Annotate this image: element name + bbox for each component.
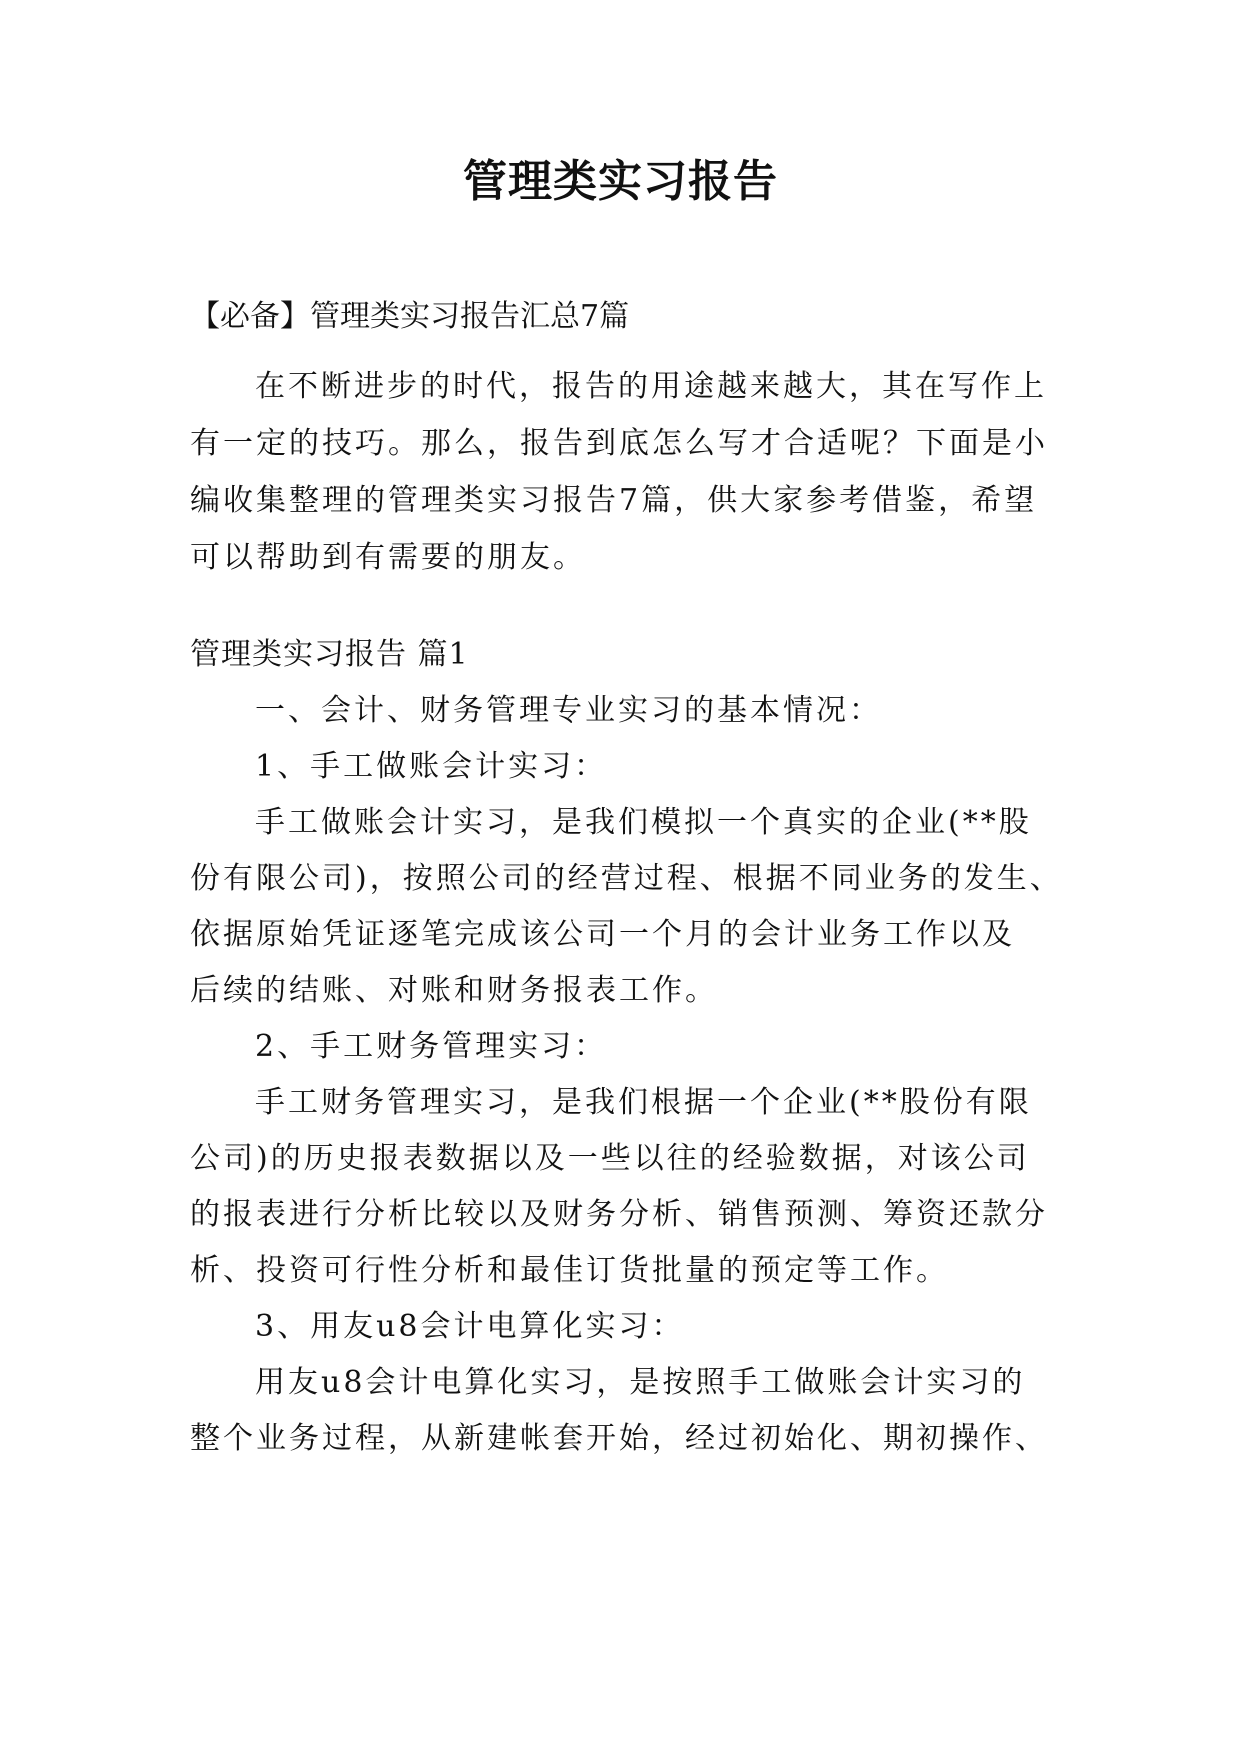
intro-line: 有一定的技巧。那么，报告到底怎么写才合适呢？下面是小: [190, 426, 1048, 461]
body-line: 2、手工财务管理实习：: [255, 1029, 608, 1064]
body-line: 的报表进行分析比较以及财务分析、销售预测、筹资还款分: [190, 1197, 1048, 1232]
intro-line: 在不断进步的时代，报告的用途越来越大，其在写作上: [255, 369, 1047, 404]
body-line: 份有限公司)，按照公司的经营过程、根据不同业务的发生、: [190, 861, 1063, 896]
body-line: 公司)的历史报表数据以及一些以往的经验数据，对该公司: [190, 1141, 1030, 1176]
body-line: 析、投资可行性分析和最佳订货批量的预定等工作。: [190, 1253, 949, 1288]
section-heading: 管理类实习报告 篇1: [190, 637, 469, 672]
body-line: 整个业务过程，从新建帐套开始，经过初始化、期初操作、: [190, 1421, 1048, 1456]
body-line: 1、手工做账会计实习：: [255, 749, 608, 784]
body-line: 依据原始凭证逐笔完成该公司一个月的会计业务工作以及: [190, 917, 1015, 952]
body-line: 后续的结账、对账和财务报表工作。: [190, 973, 718, 1008]
intro-line: 编收集整理的管理类实习报告7篇，供大家参考借鉴，希望: [190, 483, 1038, 518]
body-line: 手工做账会计实习，是我们模拟一个真实的企业(**股: [255, 805, 1032, 840]
body-line: 手工财务管理实习，是我们根据一个企业(**股份有限: [255, 1085, 1032, 1120]
intro-line: 可以帮助到有需要的朋友。: [190, 540, 586, 575]
document-title: 管理类实习报告: [463, 156, 778, 207]
body-line: 一、会计、财务管理专业实习的基本情况：: [255, 693, 882, 728]
body-line: 用友u8会计电算化实习，是按照手工做账会计实习的: [255, 1365, 1026, 1400]
document-subtitle: 【必备】管理类实习报告汇总7篇: [190, 299, 630, 334]
body-line: 3、用友u8会计电算化实习：: [255, 1309, 685, 1344]
